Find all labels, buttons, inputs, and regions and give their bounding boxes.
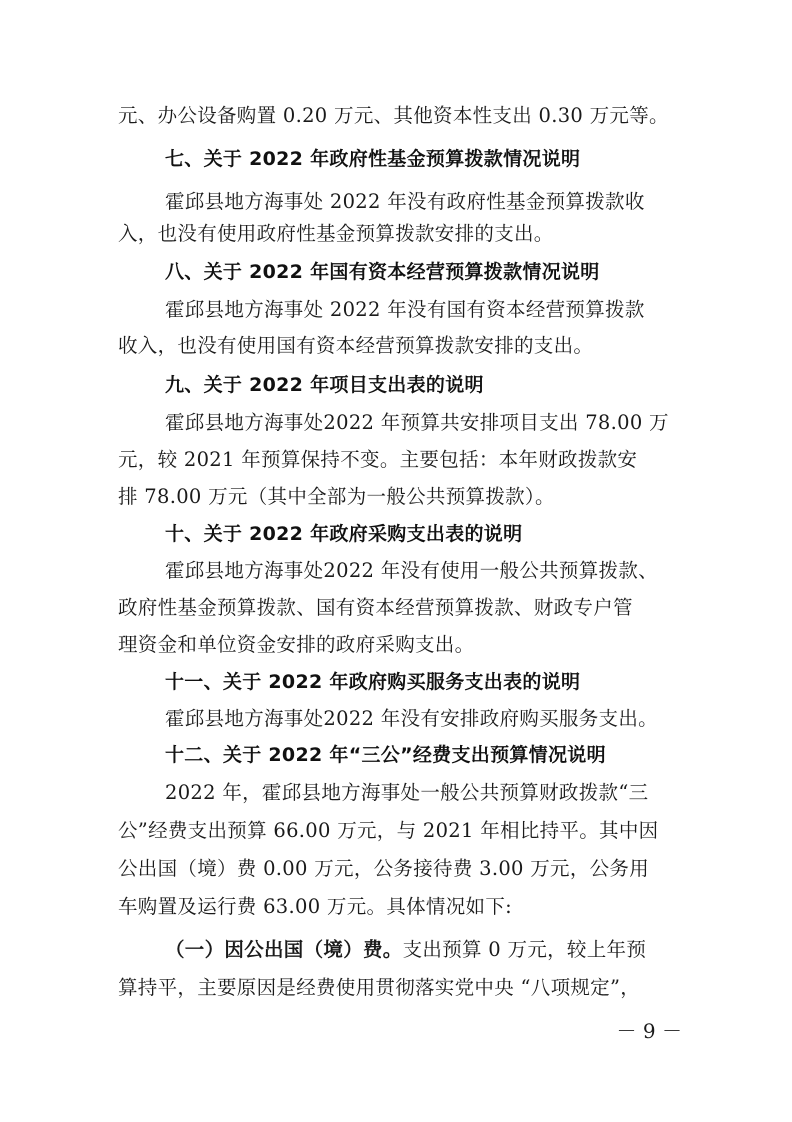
- body-line: [165, 937, 678, 963]
- section-heading: 七、关于 2022 年政府性基金预算拨款情况说明: [165, 148, 581, 170]
- body-line: 霍邱县地方海事处 2022 年没有政府性基金预算拨款收: [165, 190, 645, 213]
- body-line: 车购置及运行费 63.00 万元。具体情况如下:: [118, 895, 512, 918]
- section-heading: 十、关于 2022 年政府采购支出表的说明: [165, 523, 523, 545]
- body-line: 霍邱县地方海事处2022 年没有安排政府购买服务支出。: [165, 707, 658, 730]
- body-line: 入，也没有使用政府性基金预算拨款安排的支出。: [118, 222, 554, 245]
- body-line: 霍邱县地方海事处 2022 年没有国有资本经营预算拨款: [165, 298, 645, 321]
- body-line: 公”经费支出预算 66.00 万元，与 2021 年相比持平。其中因: [118, 819, 659, 842]
- body-line: 理资金和单位资金安排的政府采购支出。: [118, 633, 475, 656]
- page-number: － 9 －: [616, 1019, 682, 1043]
- section-heading: 八、关于 2022 年国有资本经营预算拨款情况说明: [165, 261, 600, 283]
- body-line: 2022 年，霍邱县地方海事处一般公共预算财政拨款“三: [165, 781, 649, 804]
- section-heading: 九、关于 2022 年项目支出表的说明: [165, 374, 484, 396]
- body-line: 霍邱县地方海事处2022 年预算共安排项目支出 78.00 万: [165, 411, 669, 434]
- section-heading: 十一、关于 2022 年政府购买服务支出表的说明: [165, 671, 581, 693]
- section-heading: 十二、关于 2022 年“三公”经费支出预算情况说明: [165, 744, 606, 766]
- subsection-title: （一）因公出国（境）费。: [165, 938, 403, 961]
- body-line: 元，较 2021 年预算保持不变。主要包括：本年财政拨款安: [118, 448, 638, 471]
- body-line: 公出国（境）费 0.00 万元，公务接待费 3.00 万元，公务用: [118, 857, 650, 880]
- body-line: 元、办公设备购置 0.20 万元、其他资本性支出 0.30 万元等。: [118, 104, 669, 127]
- body-line: 政府性基金预算拨款、国有资本经营预算拨款、财政专户管: [118, 596, 633, 619]
- body-line: 霍邱县地方海事处2022 年没有使用一般公共预算拨款、: [165, 559, 658, 582]
- subsection-text: 支出预算 0 万元，较上年预: [402, 938, 647, 961]
- body-line: 收入，也没有使用国有资本经营预算拨款安排的支出。: [118, 334, 594, 357]
- body-line: 算持平，主要原因是经费使用贯彻落实党中央 “八项规定”，: [118, 976, 641, 999]
- body-line: 排 78.00 万元（其中全部为一般公共预算拨款）。: [118, 485, 555, 508]
